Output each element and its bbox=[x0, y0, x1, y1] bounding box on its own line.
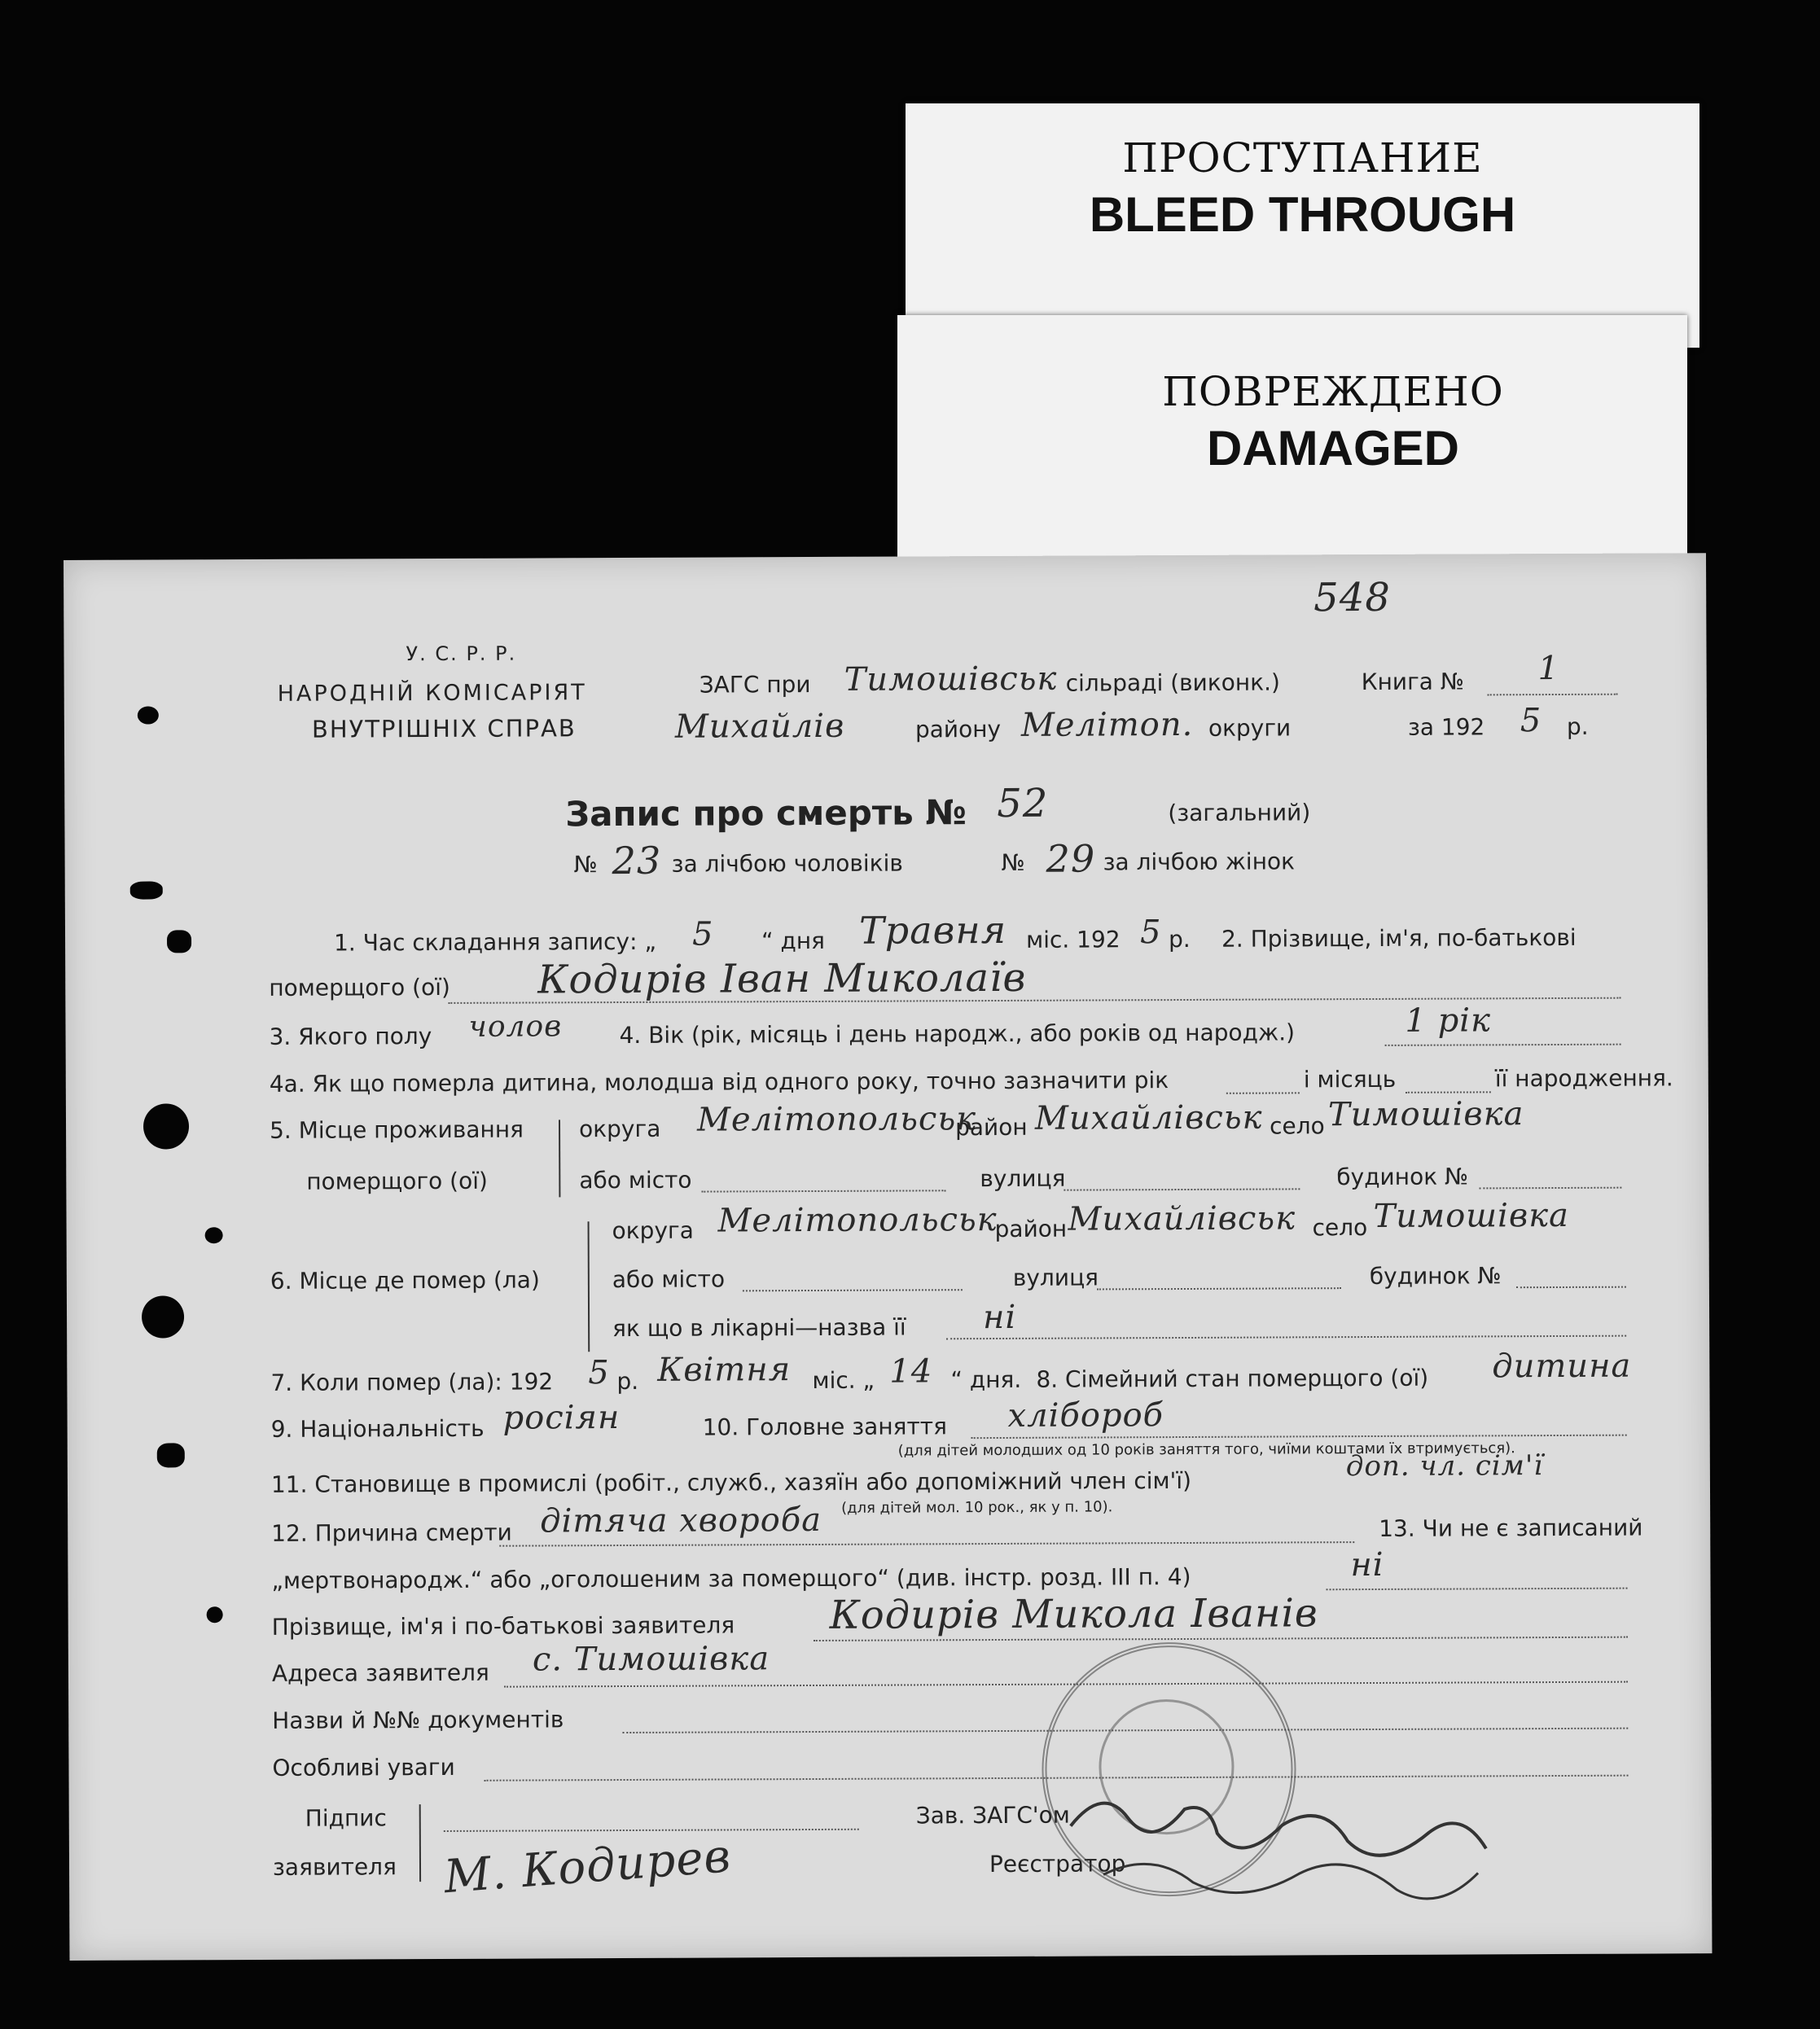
f5-label2: померщого (ої) bbox=[306, 1167, 488, 1195]
record-title: Запис про смерть № bbox=[565, 792, 967, 835]
punch-hole bbox=[207, 1606, 223, 1623]
f10-line bbox=[971, 1435, 1627, 1440]
f13-line bbox=[1327, 1588, 1628, 1591]
f12-label: 12. Причина смерти bbox=[271, 1518, 512, 1547]
address-value: с. Тимошівка bbox=[532, 1640, 770, 1679]
f7-mis: міс. „ bbox=[812, 1366, 875, 1394]
f5-label1: 5. Місце проживання bbox=[269, 1115, 524, 1144]
women-prefix: № bbox=[1001, 848, 1025, 876]
bleed-through-en: BLEED THROUGH bbox=[1089, 187, 1516, 242]
f5-misto-line bbox=[701, 1190, 945, 1192]
f11-value: доп. чл. сім'ї bbox=[1345, 1449, 1544, 1483]
damaged-en: DAMAGED bbox=[1207, 421, 1459, 475]
year-label: за 192 bbox=[1407, 713, 1485, 741]
women-label: за лічбою жінок bbox=[1103, 848, 1296, 876]
f13-label: 13. Чи не є записаний bbox=[1379, 1514, 1643, 1542]
paper-damage bbox=[167, 930, 191, 953]
f4a-month-line bbox=[1406, 1091, 1491, 1093]
f4-value: 1 рік bbox=[1405, 1001, 1492, 1040]
f5-vul-line bbox=[1063, 1188, 1300, 1190]
sign-line1 bbox=[444, 1829, 859, 1832]
state-abbrev: У. С. Р. Р. bbox=[406, 642, 517, 666]
okrug-value: Мелітоп. bbox=[1020, 705, 1194, 744]
f1-year: 5 bbox=[1139, 914, 1162, 952]
f5-okrug: округа bbox=[578, 1115, 661, 1143]
f6-rayon-value: Михайлівськ bbox=[1068, 1199, 1296, 1238]
f6-vul-line bbox=[1097, 1287, 1341, 1290]
f4-line bbox=[1385, 1044, 1621, 1046]
f6-misto-line bbox=[743, 1289, 963, 1291]
f4a-label: 4а. Як що померла дитина, молодша від одного року, точно зазначити рік bbox=[269, 1067, 1169, 1098]
sign-brace bbox=[419, 1804, 421, 1882]
men-prefix: № bbox=[573, 851, 598, 879]
men-label: за лічбою чоловіків bbox=[671, 849, 903, 878]
registrar-signature-scribble bbox=[1055, 1775, 1511, 1923]
record-general: (загальний) bbox=[1168, 799, 1311, 827]
bleed-through-ru: ПРОСТУПАНИЕ bbox=[1122, 134, 1483, 182]
f6-hosp: як що в лікарні—назва її bbox=[612, 1313, 906, 1343]
f2-value: Кодирів Іван Миколаїв bbox=[537, 954, 1027, 1003]
f7-label: 7. Коли помер (ла): 192 bbox=[270, 1368, 554, 1396]
f5-bud-line bbox=[1479, 1187, 1621, 1190]
book-value: 1 bbox=[1537, 649, 1560, 688]
f2-label: 2. Прізвище, ім'я, по-батькові bbox=[1221, 923, 1577, 953]
death-record-sheet bbox=[64, 553, 1712, 1961]
f4a-birth: її народження. bbox=[1494, 1064, 1673, 1093]
ministry-line2: ВНУТРІШНІХ СПРАВ bbox=[311, 714, 577, 743]
sign-label1: Підпис bbox=[305, 1804, 387, 1832]
f6-label: 6. Місце де помер (ла) bbox=[270, 1266, 540, 1295]
f9-value: росіян bbox=[502, 1399, 621, 1437]
head-label: Зав. ЗАГС'ом bbox=[915, 1801, 1070, 1830]
f3-value: чолов bbox=[468, 1010, 563, 1044]
f10-note: (для дітей молодших од 10 років заняття того, чиїми коштами їх втримується). bbox=[897, 1440, 1515, 1460]
sign-label2: заявителя bbox=[272, 1853, 397, 1881]
f5-okrug-value: Мелітопольськ bbox=[696, 1100, 977, 1139]
f6-bud-line bbox=[1516, 1286, 1626, 1289]
f6-hosp-value: ні bbox=[982, 1298, 1017, 1337]
f3-label: 3. Якого полу bbox=[269, 1023, 432, 1050]
year-suffix: р. bbox=[1566, 712, 1589, 740]
f5-selo: село bbox=[1269, 1112, 1325, 1140]
f6-misto: або місто bbox=[612, 1265, 726, 1294]
book-line bbox=[1488, 694, 1618, 696]
f6-selo-value: Тимошівка bbox=[1373, 1196, 1570, 1235]
docs-label: Назви й №№ документів bbox=[272, 1706, 564, 1734]
book-label: Книга № bbox=[1361, 668, 1465, 696]
f6-okrug: округа bbox=[612, 1216, 694, 1245]
applicant-value: Кодирів Микола Іванів bbox=[829, 1590, 1318, 1638]
f9-label: 9. Національність bbox=[270, 1414, 485, 1443]
punch-hole bbox=[205, 1227, 223, 1243]
f1-mis: міс. 192 bbox=[1025, 926, 1121, 953]
f1-label: 1. Час складання запису: „ bbox=[333, 927, 656, 957]
f5-vul: вулиця bbox=[980, 1164, 1066, 1193]
f7-year: 5 bbox=[588, 1354, 610, 1392]
men-count: 23 bbox=[612, 838, 662, 883]
f5-misto: або місто bbox=[579, 1166, 692, 1194]
f11-label: 11. Становище в промислі (робіт., служб., хазяїн або допоміжний член сім'ї) bbox=[270, 1466, 1192, 1498]
f7-r: р. bbox=[616, 1367, 639, 1396]
f4-label: 4. Вік (рік, місяць і день народж., або років од народж.) bbox=[619, 1019, 1296, 1050]
f6-rayon: район bbox=[994, 1215, 1068, 1243]
f6-okrug-value: Мелітопольськ bbox=[717, 1201, 998, 1240]
damaged-slip bbox=[897, 315, 1687, 584]
f7-day: 14 bbox=[889, 1352, 933, 1391]
f5-selo-value: Тимошівка bbox=[1327, 1095, 1524, 1134]
f2-label2: померщого (ої) bbox=[269, 973, 450, 1001]
zags-prefix: ЗАГС при bbox=[699, 670, 811, 699]
address-label: Адреса заявителя bbox=[271, 1659, 489, 1687]
district-label: району bbox=[914, 715, 1002, 743]
f6-hosp-line bbox=[946, 1335, 1626, 1340]
f10-label: 10. Головне заняття bbox=[702, 1413, 947, 1441]
punch-hole bbox=[143, 1103, 189, 1149]
notes-label: Особливі уваги bbox=[272, 1753, 455, 1781]
f6-selo: село bbox=[1312, 1214, 1368, 1242]
f1-day-suffix: “ дня bbox=[761, 927, 826, 955]
okrug-label: округи bbox=[1208, 714, 1292, 742]
f5-rayon-value: Михайлівськ bbox=[1034, 1098, 1263, 1137]
f12-value: дітяча хвороба bbox=[540, 1501, 822, 1540]
f13-value: ні bbox=[1350, 1545, 1384, 1584]
f5-rayon: район bbox=[954, 1113, 1028, 1142]
district-value: Михайлів bbox=[674, 707, 845, 746]
f10-value: хлібороб bbox=[1007, 1396, 1164, 1435]
f1-day: 5 bbox=[691, 915, 714, 953]
punch-hole bbox=[138, 706, 159, 724]
f8-label: 8. Сімейний стан померщого (ої) bbox=[1036, 1364, 1429, 1393]
damaged-ru: ПОВРЕЖДЕНО bbox=[1162, 368, 1504, 415]
year-value: 5 bbox=[1520, 702, 1542, 740]
f12-line bbox=[499, 1541, 1354, 1547]
f1-r: р. bbox=[1168, 925, 1191, 953]
paper-damage bbox=[157, 1443, 185, 1467]
f1-month: Травня bbox=[858, 907, 1007, 953]
record-number: 52 bbox=[997, 780, 1049, 827]
archive-number: 548 bbox=[1313, 574, 1391, 621]
zags-suffix: сільраді (виконк.) bbox=[1065, 668, 1281, 697]
f5-brace bbox=[559, 1120, 560, 1197]
f5-bud: будинок № bbox=[1336, 1163, 1469, 1191]
f6-brace bbox=[588, 1221, 590, 1352]
f7-day-suffix: “ дня. bbox=[950, 1365, 1022, 1394]
f7-month: Квітня bbox=[657, 1351, 792, 1389]
f8-value: дитина bbox=[1492, 1347, 1632, 1386]
f4a-year-line bbox=[1226, 1092, 1300, 1093]
applicant-label: Прізвище, ім'я і по-батькові заявителя bbox=[271, 1611, 735, 1641]
ministry-line1: НАРОДНІЙ КОМІСАРІЯТ bbox=[277, 680, 587, 707]
f4a-month: і місяць bbox=[1303, 1065, 1397, 1093]
f6-bud: будинок № bbox=[1369, 1262, 1502, 1291]
women-count: 29 bbox=[1046, 836, 1096, 881]
address-line bbox=[504, 1681, 1628, 1688]
f11-note: (для дітей мол. 10 рок., як у п. 10). bbox=[841, 1498, 1113, 1517]
punch-hole bbox=[142, 1295, 184, 1338]
bleed-through-slip bbox=[906, 103, 1699, 348]
f6-vul: вулиця bbox=[1012, 1264, 1099, 1291]
paper-damage bbox=[130, 881, 163, 899]
applicant-signature: М. Кодирев bbox=[442, 1830, 734, 1904]
zags-value: Тимошівськ bbox=[844, 660, 1058, 699]
registrar-label: Реєстратор bbox=[989, 1850, 1126, 1878]
f13-label2: „мертвонародж.“ або „оголошеним за померщого“ (див. інстр. розд. III п. 4) bbox=[271, 1562, 1191, 1594]
